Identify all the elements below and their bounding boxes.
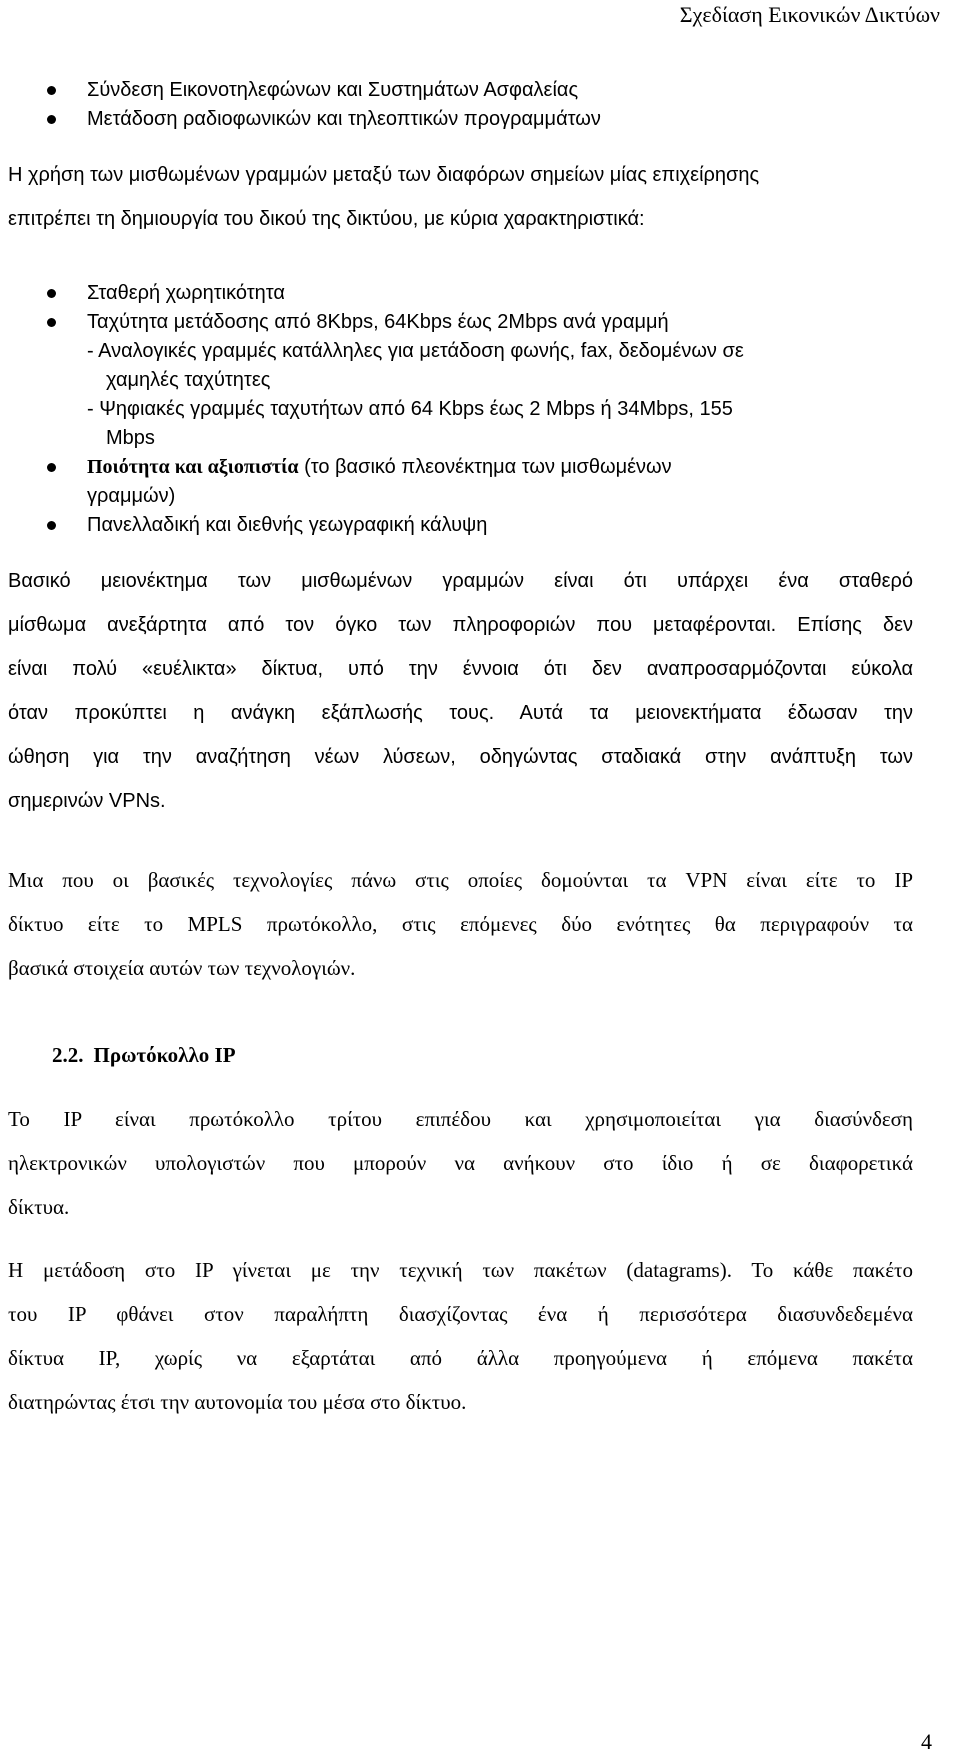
paragraph-line: ηλεκτρονικών υπολογιστών που μπορούν να ανήκουν στο ίδιο ή σε διαφορετικά bbox=[8, 1151, 913, 1175]
paragraph-line: Βασικό μειονέκτημα των μισθωμένων γραμμών είναι ότι υπάρχει ένα σταθερό bbox=[8, 570, 913, 592]
running-header: Σχεδίαση Εικονικών Δικτύων bbox=[679, 2, 940, 27]
sub-item: - Ψηφιακές γραμμές ταχυτήτων από 64 Kbps έως 2 Mbps ή 34Mbps, 155 bbox=[87, 398, 733, 420]
paragraph-line: διατηρώντας έτσι την αυτονομία του μέσα στο δίκτυο. bbox=[8, 1390, 467, 1414]
paragraph-line: βασικά στοιχεία αυτών των τεχνολογιών. bbox=[8, 956, 356, 980]
bold-phrase: Ποιότητα και αξιοπιστία bbox=[87, 456, 299, 478]
bullet-icon bbox=[47, 115, 56, 124]
section-number: 2.2. bbox=[52, 1043, 84, 1067]
paragraph-line: του IP φθάνει στον παραλήπτη διασχίζοντας ένα ή περισσότερα διασυνδεδεμένα bbox=[8, 1302, 913, 1326]
sub-item: - Αναλογικές γραμμές κατάλληλες για μετάδοση φωνής, fax, δεδομένων σε bbox=[87, 340, 744, 362]
paragraph-line: όταν προκύπτει η ανάγκη εξάπλωσής τους. Αυτά τα μειονεκτήματα έδωσαν την bbox=[8, 702, 913, 724]
sub-item-continuation: Mbps bbox=[106, 427, 155, 449]
paragraph-line: δίκτυα. bbox=[8, 1195, 70, 1219]
intro-line: Η χρήση των μισθωμένων γραμμών μεταξύ των διαφόρων σημείων μίας επιχείρησης bbox=[8, 164, 760, 186]
paragraph-line: Μια που οι βασικές τεχνολογίες πάνω στις οποίες δομούνται τα VPN είναι είτε το IP bbox=[8, 868, 913, 892]
page-number: 4 bbox=[921, 1729, 932, 1754]
paragraph-line: δίκτυα IP, χωρίς να εξαρτάται από άλλα προηγούμενα ή επόμενα πακέτα bbox=[8, 1346, 913, 1370]
paragraph-line: σημερινών VPNs. bbox=[8, 790, 166, 812]
paragraph-line: μίσθωμα ανεξάρτητα από τον όγκο των πληροφοριών που μεταφέρονται. Επίσης δεν bbox=[8, 614, 913, 636]
paragraph-line: είναι πολύ «ευέλικτα» δίκτυα, υπό την έννοια ότι δεν αναπροσαρμόζονται εύκολα bbox=[8, 658, 913, 680]
bullet-icon bbox=[47, 318, 56, 327]
bullet-icon bbox=[47, 86, 56, 95]
paragraph-line: ώθηση για την αναζήτηση νέων λύσεων, οδηγώντας σταδιακά στην ανάπτυξη των bbox=[8, 746, 913, 768]
paragraph-line: Η μετάδοση στο IP γίνεται με την τεχνική των πακέτων (datagrams). Το κάθε πακέτο bbox=[8, 1258, 913, 1282]
bullet-icon bbox=[47, 521, 56, 530]
feature-item-continuation: γραμμών) bbox=[87, 485, 176, 507]
section-title: Πρωτόκολλο IP bbox=[93, 1043, 236, 1067]
bullet-icon bbox=[47, 463, 56, 472]
sub-item-continuation: χαμηλές ταχύτητες bbox=[106, 369, 271, 391]
paragraph-line: δίκτυο είτε το MPLS πρωτόκολλο, στις επόμενες δύο ενότητες θα περιγραφούν τα bbox=[8, 912, 913, 936]
intro-line: επιτρέπει τη δημιουργία του δικού της δικτύου, με κύρια χαρακτηριστικά: bbox=[8, 208, 645, 230]
bullet-icon bbox=[47, 289, 56, 298]
section-heading bbox=[52, 1043, 236, 1068]
paragraph-line: Το IP είναι πρωτόκολλο τρίτου επιπέδου και χρησιμοποιείται για διασύνδεση bbox=[8, 1107, 913, 1131]
document-page: Σχεδίαση Εικονικών Δικτύων Σύνδεση Εικονοτηλεφώνων και Συστημάτων Ασφαλείας Μετάδοση ραδιοφωνικών και τηλεοπτικών προγραμμάτων Η χρήση των μισθωμένων γραμμών μεταξύ των διαφόρων σημείων μίας επιχείρησης επιτρέπει τη δημιουργία του δικού της δικτύου, με κύρια χαρακτηριστικά: Σταθερή χωρητικότητα Ταχύτητα μετάδοσης από 8Kbps, 64Kbps έως 2Mbps ανά γραμμή - Αναλογικές γραμμές κατάλληλες για μετάδοση φωνής, fax, δεδομένων σε χαμηλές ταχύτητες - Ψηφιακές γραμμές ταχυτήτων από 64 Kbps έως 2 Mbps ή 34Mbps, 155 Mbps Ποιότητα και αξιοπιστία (το βασικό πλεονέκτημα των μισθωμένων γραμμών) Πανελλαδική και διεθνής γεωγραφική κάλυψη Βασικό μειονέκτημα των μισθωμένων γραμμών είναι ότι υπάρχει ένα σταθερό μίσθωμα ανεξάρτητα από τον όγκο των πληροφοριών που μεταφέρονται. Επίσης δεν είναι πολύ «ευέλικτα» δίκτυα, υπό την έννοια ότι δεν αναπροσαρμόζονται εύκολα όταν προκύπτει η ανάγκη εξάπλωσής τους. Αυτά τα μειονεκτήματα έδωσαν την ώθηση για την αναζήτηση νέων λύσεων, οδηγώντας σταδιακά στην ανάπτυξη των σημερινών VPNs. Μια που οι βασικές τεχνολογίες πάνω στις οποίες δομούνται τα VPN είναι είτε το IP δίκτυο είτε το MPLS πρωτόκολλο, στις επόμενες δύο ενότητες θα περιγραφούν τα βασικά στοιχεία αυτών των τεχνολογιών. 2.2. Πρωτόκολλο IP Το IP είναι πρωτόκολλο τρίτου επιπέδου και χρησιμοποιείται για διασύνδεση ηλεκτρονικών υπολογιστών που μπορούν να ανήκουν στο ίδιο ή σε διαφορετικά δίκτυα. Η μετάδοση στο IP γίνεται με την τεχνική των πακέτων (datagrams). Το κάθε πακέτο του IP φθάνει στον παραλήπτη διασχίζοντας ένα ή περισσότερα διασυνδεδεμένα δίκτυα IP, χωρίς να εξαρτάται από άλλα προηγούμενα ή επόμενα πακέτα διατηρώντας έτσι την αυτονομία του μέσα στο δίκτυο. 4 bbox=[8, 2, 940, 1754]
